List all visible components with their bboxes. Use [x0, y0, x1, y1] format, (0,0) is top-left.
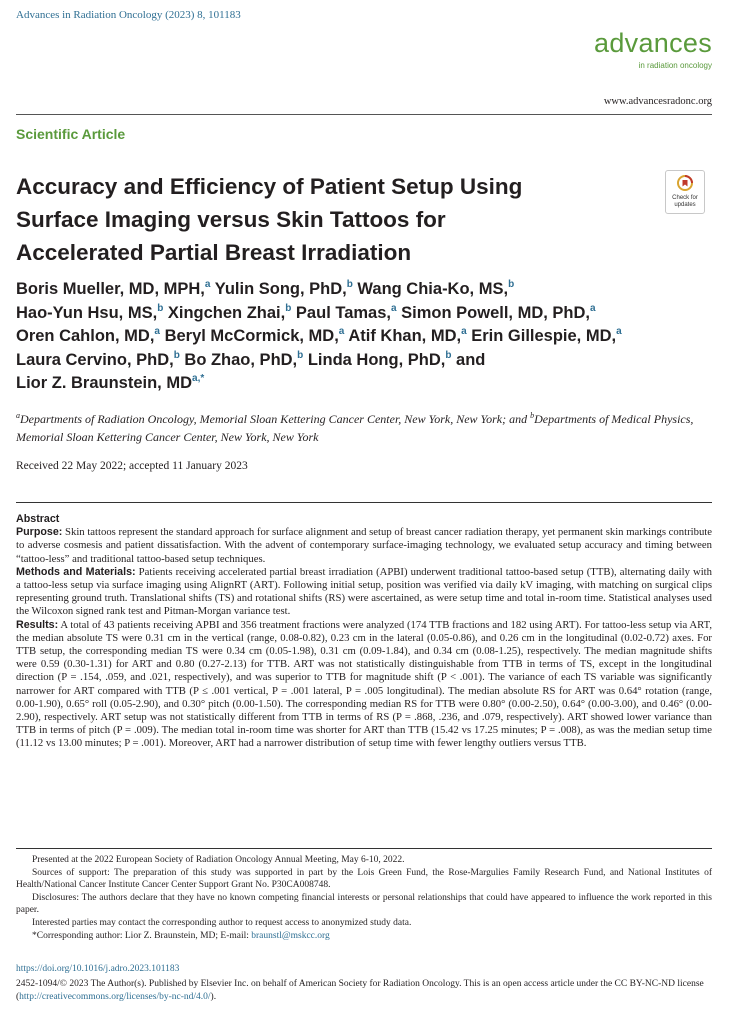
title-line: Accelerated Partial Breast Irradiation: [16, 240, 412, 265]
abstract-methods: Methods and Materials: Patients receiving accelerated partial breast irradiation (APBI) underwent traditional tattoo-based setup (TTB), alternating daily with a tattoo-less setup via surface imaging using AlignRT (ART). Following initial setup, position was verified via daily kV imaging, with matching on surgical clips representing ground truth. Translational shifts (TS) and rotational shifts (RS) were ascertained, as were setup time and total in-room time. Statistical analyses used the Wilcoxon signed rank test and Pitman-Morgan variance test.: [16, 565, 712, 618]
footnote-data-access: Interested parties may contact the corresponding author to request access to anonymized study data.: [32, 917, 412, 928]
email-link[interactable]: braunstl@mskcc.org: [251, 930, 330, 941]
check-updates-icon: [677, 175, 693, 191]
affiliations: $^a$Departments of Radiation Oncology, Memorial Sloan Kettering Cancer Center, New York, New York; and $^b$Departments of Medical Physics, Memorial Sloan Kettering Cancer Center, New York, New York: [16, 411, 694, 444]
author-line: Hao-Yun Hsu, MS,$^b$ Xingchen Zhai,$^b$ Paul Tamas,$^a$ Simon Powell, MD, PhD,$^a$: [16, 302, 596, 322]
footnote-presented: Presented at the 2022 European Society of Radiation Oncology Annual Meeting, May 6-10, 2022.: [32, 855, 405, 865]
title-line: Accuracy and Efficiency of Patient Setup Using: [16, 174, 523, 199]
copyright-notice: 2452-1094/© 2023 The Author(s). Published by Elsevier Inc. on behalf of American Society for Radiation Oncology. This is an open access article under the CC BY-NC-ND license (http://creativecommons.org/licenses/by-nc-nd/4.0/).: [16, 979, 704, 1002]
abstract: [16, 513, 712, 751]
abstract-heading: Abstract: [16, 513, 60, 525]
article-title: [16, 170, 636, 269]
title-line: Surface Imaging versus Skin Tattoos for: [16, 207, 446, 232]
author-line: Boris Mueller, MD, MPH,$^a$ Yulin Song, PhD,$^b$ Wang Chia-Ko, MS,$^b$: [16, 279, 515, 298]
footnote-divider: [16, 848, 712, 849]
received-dates: Received 22 May 2022; accepted 11 January 2023: [16, 460, 248, 472]
header-divider: [16, 114, 712, 115]
footnotes: [16, 854, 712, 942]
journal-citation: Advances in Radiation Oncology (2023) 8, 101183: [16, 9, 241, 21]
check-for-updates-button[interactable]: [665, 170, 705, 214]
footnote-disclosures: Disclosures: The authors declare that they have no known competing financial interests or personal relationships that could have appeared to influence the work reported in this paper.: [16, 892, 712, 916]
check-updates-label: Check for updates: [672, 195, 698, 208]
article-type: Scientific Article: [16, 126, 126, 142]
author-line: Oren Cahlon, MD,$^a$ Beryl McCormick, MD,$^a$ Atif Khan, MD,$^a$ Erin Gillespie, MD,$^a$: [16, 326, 622, 345]
author-list: [16, 278, 622, 396]
footnote-corresponding: *Corresponding author: Lior Z. Braunstein, MD; E-mail: braunstl@mskcc.org: [32, 930, 330, 941]
doi-link[interactable]: https://doi.org/10.1016/j.adro.2023.101183: [16, 964, 180, 974]
license-link[interactable]: http://creativecommons.org/licenses/by-nc-nd/4.0/: [19, 991, 211, 1002]
abstract-results: Results: A total of 43 patients receiving APBI and 356 treatment fractions were analyzed (174 TTB fractions and 182 using ART). For tattoo-less setup via ART, the median absolute TS were 0.31 cm in the vertical (range, 0.08-0.82), 0.23 cm in the lateral (0.05-0.86), and 0.26 cm in the longitudinal (0.02-0.72) axes. For TTB setup, the corresponding median TS were 0.34 cm (0.05-1.98), 0.31 cm (0.09-1.84), and 0.34 cm (0.08-1.25), respectively. The median magnitude shifts were 0.59 (0.30-1.31) for ART and 0.80 (0.27-2.13) for TTB. ART was not statistically distinguishable from TTB in terms of TS, except in the longitudinal direction (P = .154, .059, and .021, respectively), and was superior to TTB for magnitude shift (P < .001). The variance of each TS variable was significantly narrower for ART compared with TTB (P ≤ .001 vertical, P = .001 lateral, P = .005 longitudinal). The median absolute RS for ART was 0.64° rotation (range, 0.00-1.90), 0.65° roll (0.05-2.90), and 0.30° pitch (0.00-1.50). The corresponding median RS for TTB were 0.80° (0.00-2.50), 0.64° (0.00-3.00), and 0.46° (0.00-2.90), respectively. ART setup was not statistically different from TTB in terms of RS (P = .868, .236, and .079, respectively). ART showed lower variance than TTB in terms of pitch (P = .009). The median total in-room time was shorter for ART than TTB (15.42 vs 17.25 minutes; P = .008), as was the median setup time (11.12 vs 13.00 minutes; P = .001). Moreover, ART had a narrower distribution of setup time with fewer lengthy outliers versus TTB.: [16, 618, 712, 750]
journal-logo: advances: [594, 28, 712, 58]
abstract-divider: [16, 502, 712, 503]
author-line: Lior Z. Braunstein, $MD^{a,*}$: [16, 373, 205, 392]
journal-website-link[interactable]: www.advancesradonc.org: [603, 96, 712, 107]
author-line: Laura Cervino, PhD,$^b$ Bo Zhao, PhD,$^b$ Linda Hong, PhD,$^b$ and: [16, 349, 486, 369]
footnote-support: Sources of support: The preparation of this study was supported in part by the Lois Green Fund, the Rose-Margulies Family Research Fund, and National Institutes of Health/National Cancer Institute Cancer Center Support Grant No. P30CA008748.: [16, 867, 712, 891]
journal-logo-subtitle: in radiation oncology: [638, 61, 712, 70]
abstract-purpose: Purpose: Skin tattoos represent the standard approach for surface alignment and setup of breast cancer radiation therapy, yet permanent skin markings contribute to adverse cosmesis and patient dissatisfaction. With the advent of contemporary surface-imaging technology, we evaluated setup accuracy and timing between “tattoo-less” and traditional tattoo-based setup techniques.: [16, 526, 713, 565]
